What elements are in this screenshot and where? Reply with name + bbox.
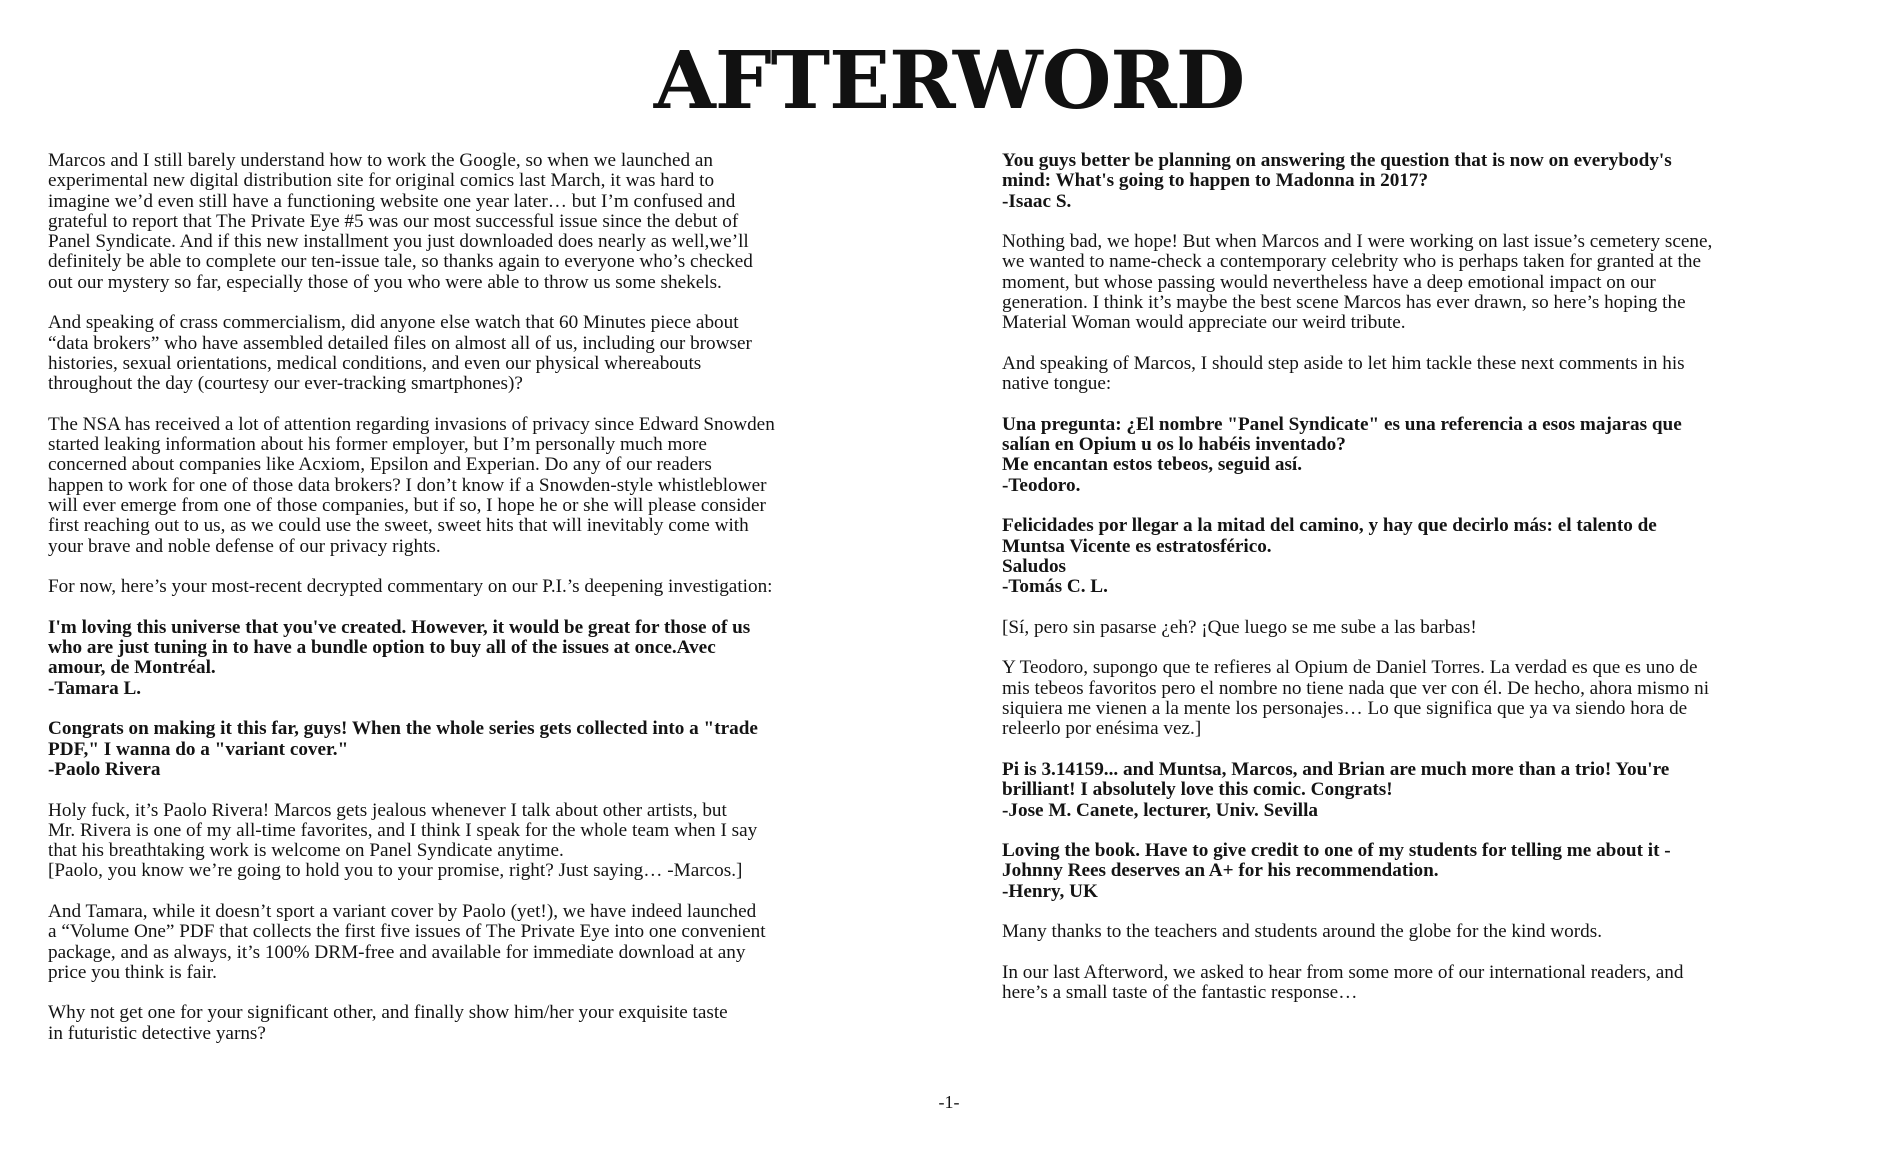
- page-number: -1-: [938, 1092, 960, 1112]
- paragraph: Nothing bad, we hope! But when Marcos and I were working on last issue’s cemetery scene, we wanted to name-check a contemporary celebrity who is perhaps taken for granted at the moment, but whose passing would nevertheless have a deep emotional impact on our generation. I think it’s maybe the best scene Marcos has ever drawn, so here’s hoping the Material Woman would appreciate our weird tribute.: [1002, 231, 1713, 334]
- right-column: [1002, 151, 1872, 1003]
- reader-letter: You guys better be planning on answering the question that is now on everybody's mind: What's going to happen to Madonna in 2017? -Isaac S.: [1002, 150, 1672, 212]
- page-title: AFTERWORD: [653, 33, 1245, 127]
- paragraph: And speaking of crass commercialism, did anyone else watch that 60 Minutes piece about “data brokers” who have assembled detailed files on almost all of us, including our browser histories, sexual orientations, medical conditions, and even our physical whereabouts throughout the day (courtesy our ever-tracking smartphones)?: [48, 312, 752, 395]
- paragraph: Many thanks to the teachers and students around the globe for the kind words.: [1002, 921, 1603, 943]
- reader-letter: I'm loving this universe that you've created. However, it would be great for those of us who are just tuning in to have a bundle option to buy all of the issues at once.Avec amour, de Montréal. -Tamara L.: [48, 616, 751, 699]
- paragraph: [Sí, pero sin pasarse ¿eh? ¡Que luego se me sube a las barbas!: [1002, 616, 1477, 638]
- reader-letter: Pi is 3.14159... and Muntsa, Marcos, and Brian are much more than a trio! You're brilliant! I absolutely love this comic. Congrats! -Jose M. Canete, lecturer, Univ. Sevilla: [1002, 758, 1670, 821]
- reader-letter: Felicidades por llegar a la mitad del camino, y hay que decirlo más: el talento de Muntsa Vicente es estratosférico. Saludos -Tomás C. L.: [1002, 515, 1657, 598]
- reader-letter: Loving the book. Have to give credit to one of my students for telling me about it - Johnny Rees deserves an A+ for his recommendation. -Henry, UK: [1002, 840, 1671, 902]
- paragraph: The NSA has received a lot of attention regarding invasions of privacy since Edward Snowden started leaking information about his former employer, but I’m personally much more concerned about companies like Acxiom, Epsilon and Experian. Do any of our readers happen to work for one of those data brokers? I don’t know if a Snowden-style whistleblower will ever emerge from one of those companies, but if so, I hope he or she will please consider first reaching out to us, as we could use the sweet, sweet hits that will inevitably come with your brave and noble defense of our privacy rights.: [48, 413, 775, 557]
- reader-letter: Congrats on making it this far, guys! When the whole series gets collected into a "trade PDF," I wanna do a "variant cover." -Paolo Rivera: [48, 718, 758, 780]
- paragraph: Why not get one for your significant other, and finally show him/her your exquisite taste in futuristic detective yarns?: [48, 1002, 728, 1044]
- reader-letter: Una pregunta: ¿El nombre "Panel Syndicate" es una referencia a esos majaras que salían en Opium u os lo habéis inventado? Me encantan estos tebeos, seguid así. -Teodoro.: [1002, 413, 1682, 496]
- paragraph: And speaking of Marcos, I should step aside to let him tackle these next comments in his native tongue:: [1002, 352, 1685, 395]
- paragraph: Holy fuck, it’s Paolo Rivera! Marcos gets jealous whenever I talk about other artists, but Mr. Rivera is one of my all-time favorites, and I think I speak for the whole team when I say that his breathtaking work is welcome on Panel Syndicate anytime. [Paolo, you know we’re going to hold you to your promise, right? Just saying… -Marcos.]: [48, 799, 758, 882]
- paragraph: Y Teodoro, supongo que te refieres al Opium de Daniel Torres. La verdad es que es uno de mis tebeos favoritos pero el nombre no tiene nada que ver con él. De hecho, ahora mismo ni siquiera me vienen a la mente los personajes… Lo que significa que ya va siendo hora de releerlo por enésima vez.]: [1002, 657, 1710, 740]
- paragraph: Marcos and I still barely understand how to work the Google, so when we launched an experimental new digital distribution site for original comics last March, it was hard to imagine we’d even still have a functioning website one year later… but I’m confused and grateful to report that The Private Eye #5 was our most successful issue since the debut of Panel Syndicate. And if this new installment you just downloaded does nearly as well,we’ll definitely be able to complete our ten-issue tale, so thanks again to everyone who’s checked out our mystery so far, especially those of you who were able to throw us some shekels.: [48, 150, 753, 293]
- paragraph: For now, here’s your most-recent decrypted commentary on our P.I.’s deepening investigation:: [48, 576, 773, 598]
- paragraph: And Tamara, while it doesn’t sport a variant cover by Paolo (yet!), we have indeed launched a “Volume One” PDF that collects the first five issues of The Private Eye into one convenient package, and as always, it’s 100% DRM-free and available for immediate download at any price you think is fair.: [48, 900, 766, 983]
- left-column: [48, 151, 943, 1044]
- paragraph: In our last Afterword, we asked to hear from some more of our international readers, and here’s a small taste of the fantastic response…: [1002, 961, 1684, 1004]
